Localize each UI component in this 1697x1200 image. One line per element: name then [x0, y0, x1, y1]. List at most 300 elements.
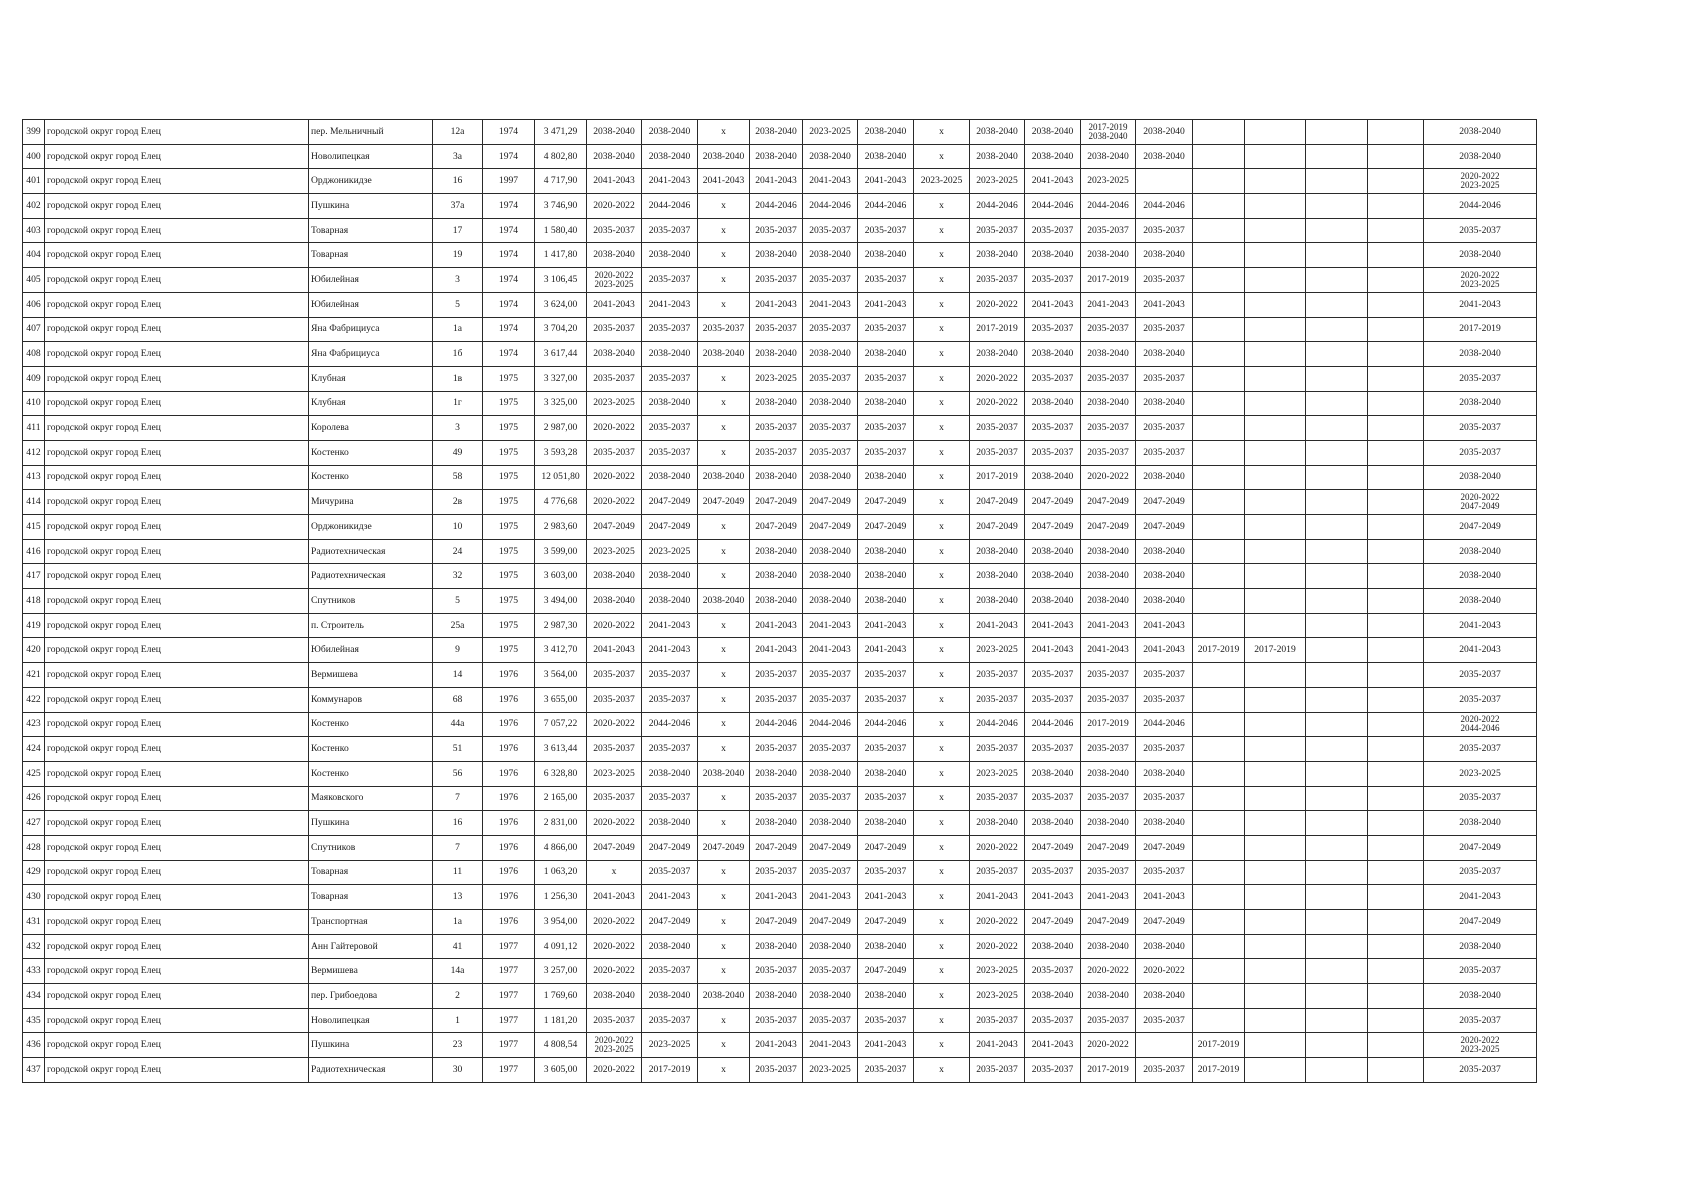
cell-period-6: 2038-2040: [858, 811, 914, 836]
cell-period-12: [1193, 860, 1245, 885]
cell-area: 3 564,00: [535, 663, 587, 688]
cell-period-5: 2047-2049: [803, 910, 858, 935]
cell-area: 2 983,60: [535, 515, 587, 540]
cell-period-2: 2035-2037: [642, 786, 698, 811]
cell-period-15: [1368, 589, 1424, 614]
cell-period-12: [1193, 934, 1245, 959]
table-row: [23, 1008, 1537, 1033]
cell-period-4: 2035-2037: [750, 440, 803, 465]
cell-period-5: 2041-2043: [803, 638, 858, 663]
cell-year-built: 1977: [483, 1058, 535, 1083]
cell-period-14: [1306, 687, 1368, 712]
cell-period-2: 2038-2040: [642, 391, 698, 416]
cell-final-period: 2020-2022 2023-2025: [1424, 169, 1537, 194]
cell-period-13: [1245, 663, 1306, 688]
cell-period-10: 2035-2037: [1081, 440, 1136, 465]
cell-year-built: 1975: [483, 391, 535, 416]
cell-period-7: x: [914, 515, 970, 540]
cell-house-number: 7: [433, 835, 483, 860]
cell-year-built: 1976: [483, 663, 535, 688]
cell-row-number: 423: [23, 712, 45, 737]
table-row: [23, 811, 1537, 836]
cell-year-built: 1975: [483, 613, 535, 638]
cell-period-10: 2023-2025: [1081, 169, 1136, 194]
cell-period-11: 2041-2043: [1136, 638, 1193, 663]
cell-street: Пушкина: [309, 811, 433, 836]
cell-period-12: [1193, 564, 1245, 589]
cell-period-5: 2041-2043: [803, 169, 858, 194]
cell-period-15: [1368, 737, 1424, 762]
cell-period-10: 2017-2019: [1081, 1058, 1136, 1083]
cell-period-14: [1306, 120, 1368, 145]
cell-period-8: 2041-2043: [970, 1033, 1025, 1058]
cell-year-built: 1976: [483, 712, 535, 737]
cell-period-12: [1193, 243, 1245, 268]
cell-period-9: 2035-2037: [1025, 440, 1081, 465]
cell-period-9: 2044-2046: [1025, 712, 1081, 737]
cell-period-8: 2017-2019: [970, 317, 1025, 342]
cell-row-number: 418: [23, 589, 45, 614]
cell-period-15: [1368, 218, 1424, 243]
cell-period-6: 2035-2037: [858, 1008, 914, 1033]
cell-period-14: [1306, 539, 1368, 564]
table-row: [23, 613, 1537, 638]
table-row: [23, 218, 1537, 243]
cell-period-8: 2038-2040: [970, 144, 1025, 169]
cell-period-7: x: [914, 638, 970, 663]
cell-period-15: [1368, 416, 1424, 441]
cell-area: 2 987,00: [535, 416, 587, 441]
cell-house-number: 10: [433, 515, 483, 540]
cell-period-7: x: [914, 391, 970, 416]
cell-period-11: 2035-2037: [1136, 218, 1193, 243]
cell-row-number: 417: [23, 564, 45, 589]
cell-period-11: 2047-2049: [1136, 910, 1193, 935]
cell-final-period: 2038-2040: [1424, 984, 1537, 1009]
cell-period-11: 2038-2040: [1136, 984, 1193, 1009]
cell-period-5: 2038-2040: [803, 811, 858, 836]
cell-period-12: [1193, 490, 1245, 515]
cell-period-7: x: [914, 490, 970, 515]
cell-period-1: 2035-2037: [587, 366, 642, 391]
cell-period-12: [1193, 589, 1245, 614]
cell-house-number: 37а: [433, 194, 483, 219]
cell-period-7: x: [914, 292, 970, 317]
cell-period-5: 2038-2040: [803, 539, 858, 564]
cell-period-9: 2038-2040: [1025, 391, 1081, 416]
cell-year-built: 1976: [483, 885, 535, 910]
cell-period-2: 2038-2040: [642, 984, 698, 1009]
cell-period-6: 2035-2037: [858, 1058, 914, 1083]
cell-municipality: городской округ город Елец: [45, 984, 309, 1009]
cell-period-15: [1368, 786, 1424, 811]
cell-period-8: 2038-2040: [970, 342, 1025, 367]
cell-period-1: 2038-2040: [587, 589, 642, 614]
cell-period-1: 2035-2037: [587, 786, 642, 811]
cell-period-6: 2035-2037: [858, 663, 914, 688]
cell-period-1: 2020-2022: [587, 959, 642, 984]
cell-row-number: 432: [23, 934, 45, 959]
cell-period-7: x: [914, 811, 970, 836]
cell-period-5: 2047-2049: [803, 835, 858, 860]
cell-area: 3 327,00: [535, 366, 587, 391]
cell-period-8: 2038-2040: [970, 539, 1025, 564]
cell-period-10: 2041-2043: [1081, 292, 1136, 317]
cell-row-number: 412: [23, 440, 45, 465]
cell-house-number: 23: [433, 1033, 483, 1058]
cell-period-8: 2041-2043: [970, 613, 1025, 638]
cell-period-1: 2041-2043: [587, 169, 642, 194]
table-row: [23, 416, 1537, 441]
cell-period-12: [1193, 292, 1245, 317]
cell-period-2: 2044-2046: [642, 194, 698, 219]
cell-house-number: 51: [433, 737, 483, 762]
cell-period-13: [1245, 910, 1306, 935]
cell-year-built: 1974: [483, 243, 535, 268]
cell-period-7: x: [914, 1008, 970, 1033]
cell-period-4: 2041-2043: [750, 292, 803, 317]
cell-period-10: 2017-2019 2038-2040: [1081, 120, 1136, 145]
cell-house-number: 11: [433, 860, 483, 885]
cell-area: 3 593,28: [535, 440, 587, 465]
cell-period-6: 2041-2043: [858, 885, 914, 910]
cell-period-7: x: [914, 885, 970, 910]
cell-period-15: [1368, 465, 1424, 490]
cell-period-10: 2038-2040: [1081, 243, 1136, 268]
cell-period-3: x: [698, 1058, 750, 1083]
cell-house-number: 49: [433, 440, 483, 465]
cell-street: Костенко: [309, 712, 433, 737]
cell-period-13: [1245, 786, 1306, 811]
cell-year-built: 1977: [483, 1008, 535, 1033]
cell-period-14: [1306, 984, 1368, 1009]
cell-area: 4 802,80: [535, 144, 587, 169]
cell-period-8: 2020-2022: [970, 366, 1025, 391]
cell-period-6: 2038-2040: [858, 243, 914, 268]
cell-period-3: x: [698, 564, 750, 589]
cell-period-10: 2035-2037: [1081, 687, 1136, 712]
table-row: [23, 515, 1537, 540]
cell-period-5: 2038-2040: [803, 564, 858, 589]
cell-period-15: [1368, 342, 1424, 367]
cell-period-3: x: [698, 292, 750, 317]
cell-year-built: 1974: [483, 292, 535, 317]
cell-period-3: x: [698, 120, 750, 145]
cell-row-number: 428: [23, 835, 45, 860]
cell-period-8: 2020-2022: [970, 910, 1025, 935]
cell-period-12: [1193, 811, 1245, 836]
cell-municipality: городской округ город Елец: [45, 761, 309, 786]
cell-row-number: 402: [23, 194, 45, 219]
cell-period-9: 2038-2040: [1025, 144, 1081, 169]
cell-period-14: [1306, 490, 1368, 515]
cell-house-number: 30: [433, 1058, 483, 1083]
cell-period-7: x: [914, 687, 970, 712]
cell-period-10: 2038-2040: [1081, 811, 1136, 836]
cell-period-6: 2044-2046: [858, 712, 914, 737]
cell-period-15: [1368, 539, 1424, 564]
cell-period-8: 2041-2043: [970, 885, 1025, 910]
cell-period-4: 2041-2043: [750, 169, 803, 194]
cell-street: Юбилейная: [309, 638, 433, 663]
cell-period-7: x: [914, 120, 970, 145]
cell-period-14: [1306, 194, 1368, 219]
cell-period-13: [1245, 218, 1306, 243]
cell-period-15: [1368, 712, 1424, 737]
cell-period-5: 2044-2046: [803, 712, 858, 737]
cell-period-9: 2035-2037: [1025, 860, 1081, 885]
cell-final-period: 2035-2037: [1424, 786, 1537, 811]
cell-municipality: городской округ город Елец: [45, 1058, 309, 1083]
cell-period-4: 2035-2037: [750, 737, 803, 762]
cell-municipality: городской округ город Елец: [45, 910, 309, 935]
cell-row-number: 406: [23, 292, 45, 317]
cell-period-11: 2041-2043: [1136, 292, 1193, 317]
cell-period-6: 2035-2037: [858, 268, 914, 293]
cell-period-1: 2020-2022: [587, 934, 642, 959]
cell-period-3: x: [698, 687, 750, 712]
cell-period-8: 2023-2025: [970, 959, 1025, 984]
cell-period-11: 2038-2040: [1136, 120, 1193, 145]
cell-period-5: 2035-2037: [803, 737, 858, 762]
cell-row-number: 409: [23, 366, 45, 391]
cell-period-13: [1245, 317, 1306, 342]
cell-period-4: 2035-2037: [750, 317, 803, 342]
cell-house-number: 56: [433, 761, 483, 786]
cell-period-5: 2038-2040: [803, 761, 858, 786]
cell-period-14: [1306, 1058, 1368, 1083]
cell-row-number: 424: [23, 737, 45, 762]
cell-final-period: 2038-2040: [1424, 564, 1537, 589]
cell-period-11: 2038-2040: [1136, 589, 1193, 614]
cell-period-10: 2020-2022: [1081, 465, 1136, 490]
cell-period-2: 2038-2040: [642, 465, 698, 490]
cell-period-1: 2047-2049: [587, 835, 642, 860]
cell-year-built: 1975: [483, 366, 535, 391]
cell-period-1: 2020-2022: [587, 1058, 642, 1083]
cell-period-15: [1368, 1033, 1424, 1058]
cell-street: Яна Фабрициуса: [309, 317, 433, 342]
cell-period-4: 2047-2049: [750, 910, 803, 935]
cell-area: 3 412,70: [535, 638, 587, 663]
cell-period-8: 2020-2022: [970, 391, 1025, 416]
cell-period-3: x: [698, 243, 750, 268]
cell-period-15: [1368, 761, 1424, 786]
cell-area: 3 494,00: [535, 589, 587, 614]
table-row: [23, 440, 1537, 465]
cell-period-11: 2047-2049: [1136, 515, 1193, 540]
cell-period-4: 2038-2040: [750, 761, 803, 786]
cell-period-4: 2047-2049: [750, 835, 803, 860]
cell-area: 3 106,45: [535, 268, 587, 293]
cell-period-8: 2020-2022: [970, 934, 1025, 959]
cell-period-8: 2038-2040: [970, 120, 1025, 145]
cell-period-11: 2038-2040: [1136, 564, 1193, 589]
cell-period-14: [1306, 860, 1368, 885]
cell-period-13: [1245, 366, 1306, 391]
cell-house-number: 12а: [433, 120, 483, 145]
cell-period-1: 2020-2022: [587, 613, 642, 638]
cell-final-period: 2035-2037: [1424, 663, 1537, 688]
cell-municipality: городской округ город Елец: [45, 860, 309, 885]
cell-year-built: 1976: [483, 687, 535, 712]
cell-period-10: 2035-2037: [1081, 786, 1136, 811]
cell-period-3: x: [698, 539, 750, 564]
cell-row-number: 411: [23, 416, 45, 441]
cell-period-7: x: [914, 465, 970, 490]
cell-street: Пушкина: [309, 1033, 433, 1058]
cell-municipality: городской округ город Елец: [45, 737, 309, 762]
cell-period-5: 2035-2037: [803, 317, 858, 342]
cell-period-5: 2044-2046: [803, 194, 858, 219]
cell-year-built: 1977: [483, 934, 535, 959]
cell-period-8: 2023-2025: [970, 984, 1025, 1009]
cell-period-14: [1306, 786, 1368, 811]
cell-area: 3 599,00: [535, 539, 587, 564]
cell-municipality: городской округ город Елец: [45, 885, 309, 910]
cell-period-6: 2035-2037: [858, 317, 914, 342]
cell-period-13: [1245, 761, 1306, 786]
cell-municipality: городской округ город Елец: [45, 465, 309, 490]
cell-period-3: 2038-2040: [698, 984, 750, 1009]
cell-period-1: 2020-2022: [587, 194, 642, 219]
cell-period-5: 2038-2040: [803, 342, 858, 367]
cell-period-5: 2035-2037: [803, 366, 858, 391]
cell-period-8: 2038-2040: [970, 243, 1025, 268]
cell-period-3: 2038-2040: [698, 144, 750, 169]
cell-period-6: 2038-2040: [858, 144, 914, 169]
cell-house-number: 1а: [433, 317, 483, 342]
cell-period-15: [1368, 366, 1424, 391]
cell-period-12: [1193, 959, 1245, 984]
cell-period-4: 2035-2037: [750, 268, 803, 293]
cell-house-number: 17: [433, 218, 483, 243]
cell-period-10: 2038-2040: [1081, 342, 1136, 367]
cell-municipality: городской округ город Елец: [45, 589, 309, 614]
cell-period-10: 2047-2049: [1081, 490, 1136, 515]
table-row: [23, 342, 1537, 367]
cell-street: Товарная: [309, 885, 433, 910]
cell-area: 1 580,40: [535, 218, 587, 243]
cell-period-13: [1245, 613, 1306, 638]
cell-period-12: 2017-2019: [1193, 1058, 1245, 1083]
cell-street: Пушкина: [309, 194, 433, 219]
cell-period-14: [1306, 712, 1368, 737]
cell-period-8: 2023-2025: [970, 761, 1025, 786]
cell-period-10: 2047-2049: [1081, 515, 1136, 540]
cell-period-11: 2020-2022: [1136, 959, 1193, 984]
cell-period-10: 2041-2043: [1081, 638, 1136, 663]
cell-period-10: 2035-2037: [1081, 416, 1136, 441]
cell-period-1: 2041-2043: [587, 885, 642, 910]
cell-house-number: 1в: [433, 366, 483, 391]
cell-period-5: 2047-2049: [803, 490, 858, 515]
cell-period-2: 2044-2046: [642, 712, 698, 737]
cell-period-15: [1368, 317, 1424, 342]
cell-final-period: 2023-2025: [1424, 761, 1537, 786]
cell-period-9: 2047-2049: [1025, 490, 1081, 515]
cell-house-number: 24: [433, 539, 483, 564]
cell-street: Транспортная: [309, 910, 433, 935]
cell-period-13: [1245, 120, 1306, 145]
cell-period-14: [1306, 268, 1368, 293]
cell-period-12: [1193, 885, 1245, 910]
cell-period-10: 2035-2037: [1081, 663, 1136, 688]
cell-house-number: 1: [433, 1008, 483, 1033]
cell-final-period: 2035-2037: [1424, 1058, 1537, 1083]
table-row: [23, 712, 1537, 737]
cell-street: Коммунаров: [309, 687, 433, 712]
cell-period-1: 2047-2049: [587, 515, 642, 540]
cell-period-10: 2035-2037: [1081, 737, 1136, 762]
cell-final-period: 2035-2037: [1424, 737, 1537, 762]
cell-municipality: городской округ город Елец: [45, 490, 309, 515]
cell-period-4: 2035-2037: [750, 218, 803, 243]
cell-period-15: [1368, 811, 1424, 836]
cell-period-2: 2035-2037: [642, 440, 698, 465]
cell-period-2: 2038-2040: [642, 342, 698, 367]
cell-period-7: x: [914, 440, 970, 465]
cell-period-13: [1245, 959, 1306, 984]
cell-street: Костенко: [309, 737, 433, 762]
cell-period-1: 2020-2022 2023-2025: [587, 1033, 642, 1058]
cell-period-14: [1306, 465, 1368, 490]
cell-period-9: 2038-2040: [1025, 120, 1081, 145]
cell-house-number: 68: [433, 687, 483, 712]
cell-period-2: 2047-2049: [642, 515, 698, 540]
housing-repair-schedule-table: [22, 119, 1537, 1083]
cell-area: 3 704,20: [535, 317, 587, 342]
cell-year-built: 1975: [483, 440, 535, 465]
cell-street: Радиотехническая: [309, 1058, 433, 1083]
cell-period-14: [1306, 885, 1368, 910]
cell-municipality: городской округ город Елец: [45, 835, 309, 860]
cell-year-built: 1974: [483, 342, 535, 367]
cell-period-11: 2035-2037: [1136, 1008, 1193, 1033]
cell-period-13: [1245, 194, 1306, 219]
cell-period-14: [1306, 416, 1368, 441]
cell-final-period: 2047-2049: [1424, 835, 1537, 860]
cell-area: 4 776,68: [535, 490, 587, 515]
cell-municipality: городской округ город Елец: [45, 416, 309, 441]
cell-year-built: 1975: [483, 638, 535, 663]
cell-municipality: городской округ город Елец: [45, 169, 309, 194]
cell-period-10: 2035-2037: [1081, 366, 1136, 391]
cell-period-8: 2023-2025: [970, 169, 1025, 194]
cell-final-period: 2035-2037: [1424, 860, 1537, 885]
cell-period-12: [1193, 194, 1245, 219]
cell-period-4: 2038-2040: [750, 342, 803, 367]
cell-period-2: 2035-2037: [642, 366, 698, 391]
cell-period-6: 2038-2040: [858, 465, 914, 490]
cell-period-9: 2041-2043: [1025, 613, 1081, 638]
cell-period-9: 2041-2043: [1025, 885, 1081, 910]
cell-period-1: x: [587, 860, 642, 885]
cell-period-12: [1193, 465, 1245, 490]
cell-period-3: x: [698, 366, 750, 391]
cell-period-6: 2047-2049: [858, 959, 914, 984]
cell-period-13: [1245, 539, 1306, 564]
cell-area: 3 746,90: [535, 194, 587, 219]
cell-period-6: 2041-2043: [858, 613, 914, 638]
cell-period-4: 2044-2046: [750, 712, 803, 737]
cell-period-15: [1368, 687, 1424, 712]
cell-period-15: [1368, 1008, 1424, 1033]
cell-period-7: x: [914, 218, 970, 243]
cell-period-11: 2035-2037: [1136, 317, 1193, 342]
cell-area: 2 831,00: [535, 811, 587, 836]
cell-final-period: 2035-2037: [1424, 687, 1537, 712]
